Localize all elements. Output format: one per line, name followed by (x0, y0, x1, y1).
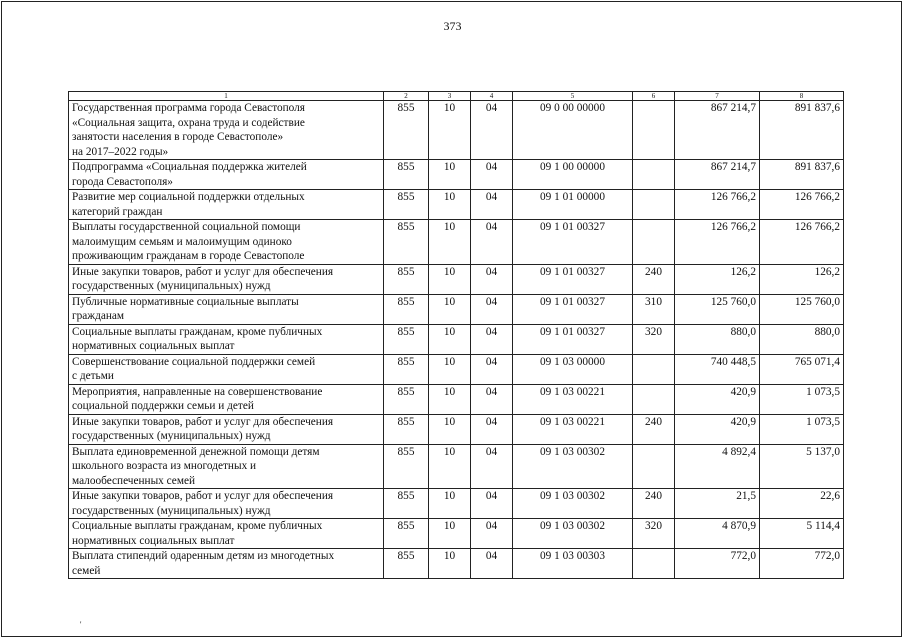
expense-type-code: 240 (633, 414, 675, 444)
table-row (69, 294, 844, 324)
column-number-2: 2 (384, 92, 429, 101)
row-name-line: государственных (муниципальных) нужд (72, 280, 271, 292)
section-code: 10 (429, 414, 471, 444)
subsection-code: 04 (471, 549, 513, 579)
amount-col-8: 891 837,6 (760, 101, 844, 160)
section-code: 10 (429, 354, 471, 384)
row-name-line: с детьми (72, 370, 114, 382)
amount-col-7: 880,0 (675, 324, 760, 354)
row-name-cell (69, 489, 384, 519)
row-name-line: проживающим гражданам в городе Севастополе (72, 250, 305, 262)
subsection-code: 04 (471, 444, 513, 489)
subsection-code: 04 (471, 294, 513, 324)
amount-col-8: 22,6 (760, 489, 844, 519)
target-article-code: 09 1 00 00000 (513, 160, 633, 190)
column-number-5: 5 (513, 92, 633, 101)
amount-col-8: 1 073,5 (760, 414, 844, 444)
row-name-line: социальной поддержки семьи и детей (72, 400, 254, 412)
subsection-code: 04 (471, 324, 513, 354)
amount-col-7: 4 892,4 (675, 444, 760, 489)
amount-col-8: 1 073,5 (760, 384, 844, 414)
target-article-code: 09 0 00 00000 (513, 101, 633, 160)
row-name-line: Выплата единовременной денежной помощи детям (72, 445, 320, 458)
table-row (69, 384, 844, 414)
grbs-code: 855 (384, 354, 429, 384)
expense-type-code (633, 354, 675, 384)
subsection-code: 04 (471, 354, 513, 384)
target-article-code: 09 1 01 00327 (513, 324, 633, 354)
grbs-code: 855 (384, 294, 429, 324)
section-code: 10 (429, 444, 471, 489)
target-article-code: 09 1 01 00327 (513, 220, 633, 265)
section-code: 10 (429, 220, 471, 265)
row-name-line: государственных (муниципальных) нужд (72, 430, 271, 442)
section-code: 10 (429, 101, 471, 160)
row-name-line: школьного возраста из многодетных и (72, 460, 257, 472)
subsection-code: 04 (471, 101, 513, 160)
column-number-7: 7 (675, 92, 760, 101)
expense-type-code (633, 190, 675, 220)
grbs-code: 855 (384, 220, 429, 265)
subsection-code: 04 (471, 414, 513, 444)
amount-col-7: 126 766,2 (675, 220, 760, 265)
row-name-line: Выплаты государственной социальной помощи (72, 221, 301, 233)
table-row (69, 264, 844, 294)
section-code: 10 (429, 549, 471, 579)
table-row (69, 101, 844, 160)
page-number: 373 (443, 19, 462, 33)
table-row (69, 190, 844, 220)
expense-type-code: 240 (633, 264, 675, 294)
expense-type-code (633, 101, 675, 160)
grbs-code: 855 (384, 414, 429, 444)
subsection-code: 04 (471, 264, 513, 294)
row-name-line: малоимущим семьям и малоимущим одиноко (72, 235, 292, 248)
row-name-line: Иные закупки товаров, работ и услуг для обеспечения (72, 490, 334, 502)
amount-col-7: 772,0 (675, 549, 760, 579)
grbs-code: 855 (384, 324, 429, 354)
amount-col-8: 5 137,0 (760, 444, 844, 489)
row-name-line: Социальные выплаты гражданам, кроме публичных (72, 325, 323, 338)
expense-type-code (633, 444, 675, 489)
table-row (69, 519, 844, 549)
expense-type-code (633, 549, 675, 579)
grbs-code: 855 (384, 101, 429, 160)
row-name-cell (69, 160, 384, 190)
row-name-line: Подпрограмма «Социальная поддержка жителей (72, 161, 307, 173)
subsection-code: 04 (471, 519, 513, 549)
grbs-code: 855 (384, 549, 429, 579)
amount-col-7: 125 760,0 (675, 294, 760, 324)
section-code: 10 (429, 294, 471, 324)
row-name-line: малообеспеченных семей (72, 474, 196, 487)
amount-col-8: 891 837,6 (760, 160, 844, 190)
amount-col-7: 420,9 (675, 384, 760, 414)
grbs-code: 855 (384, 519, 429, 549)
target-article-code: 09 1 03 00302 (513, 489, 633, 519)
amount-col-8: 772,0 (760, 549, 844, 579)
table-row (69, 324, 844, 354)
row-name-line: нормативных социальных выплат (72, 340, 235, 352)
section-code: 10 (429, 160, 471, 190)
row-name-line: Мероприятия, направленные на совершенствование (72, 385, 323, 398)
row-name-line: Социальные выплаты гражданам, кроме публичных (72, 520, 323, 532)
amount-col-8: 126,2 (760, 264, 844, 294)
amount-col-7: 867 214,7 (675, 160, 760, 190)
budget-table (68, 91, 844, 579)
table-row (69, 489, 844, 519)
column-number-8: 8 (760, 92, 844, 101)
expense-type-code: 310 (633, 294, 675, 324)
target-article-code: 09 1 01 00327 (513, 264, 633, 294)
row-name-cell (69, 354, 384, 384)
column-number-1: 1 (69, 92, 384, 101)
amount-col-7: 420,9 (675, 414, 760, 444)
row-name-cell (69, 414, 384, 444)
expense-type-code (633, 384, 675, 414)
row-name-line: занятости населения в городе Севастополе» (72, 131, 284, 143)
row-name-cell (69, 101, 384, 160)
target-article-code: 09 1 01 00000 (513, 190, 633, 220)
amount-col-7: 126,2 (675, 264, 760, 294)
section-code: 10 (429, 324, 471, 354)
row-name-line: Иные закупки товаров, работ и услуг для обеспечения (72, 265, 334, 278)
row-name-line: государственных (муниципальных) нужд (72, 504, 271, 517)
target-article-code: 09 1 03 00221 (513, 384, 633, 414)
amount-col-8: 126 766,2 (760, 190, 844, 220)
grbs-code: 855 (384, 264, 429, 294)
row-name-line: Совершенствование социальной поддержки семей (72, 355, 316, 368)
target-article-code: 09 1 03 00000 (513, 354, 633, 384)
amount-col-7: 126 766,2 (675, 190, 760, 220)
amount-col-7: 21,5 (675, 489, 760, 519)
grbs-code: 855 (384, 489, 429, 519)
row-name-line: категорий граждан (72, 205, 163, 218)
scan-mark: ' (80, 620, 82, 629)
expense-type-code: 320 (633, 519, 675, 549)
row-name-line: гражданам (72, 310, 125, 322)
target-article-code: 09 1 01 00327 (513, 294, 633, 324)
amount-col-8: 126 766,2 (760, 220, 844, 265)
amount-col-7: 4 870,9 (675, 519, 760, 549)
amount-col-8: 765 071,4 (760, 354, 844, 384)
target-article-code: 09 1 03 00221 (513, 414, 633, 444)
target-article-code: 09 1 03 00302 (513, 444, 633, 489)
row-name-cell (69, 549, 384, 579)
grbs-code: 855 (384, 190, 429, 220)
amount-col-8: 125 760,0 (760, 294, 844, 324)
subsection-code: 04 (471, 220, 513, 265)
expense-type-code: 320 (633, 324, 675, 354)
column-number-6: 6 (633, 92, 675, 101)
table-row (69, 549, 844, 579)
row-name-cell (69, 220, 384, 265)
row-name-line: города Севастополя» (72, 175, 173, 188)
section-code: 10 (429, 489, 471, 519)
row-name-line: нормативных социальных выплат (72, 534, 235, 547)
row-name-cell (69, 264, 384, 294)
row-name-line: Развитие мер социальной поддержки отдельных (72, 191, 305, 203)
row-name-cell (69, 444, 384, 489)
row-name-line: Государственная программа города Севастополя (72, 102, 306, 114)
table-row (69, 414, 844, 444)
column-number-3: 3 (429, 92, 471, 101)
expense-type-code: 240 (633, 489, 675, 519)
expense-type-code (633, 220, 675, 265)
row-name-cell (69, 519, 384, 549)
row-name-line: Выплата стипендий одаренным детям из многодетных (72, 550, 335, 562)
amount-col-8: 880,0 (760, 324, 844, 354)
row-name-cell (69, 294, 384, 324)
section-code: 10 (429, 384, 471, 414)
row-name-line: Публичные нормативные социальные выплаты (72, 295, 299, 308)
subsection-code: 04 (471, 384, 513, 414)
table-row (69, 220, 844, 265)
subsection-code: 04 (471, 160, 513, 190)
target-article-code: 09 1 03 00302 (513, 519, 633, 549)
section-code: 10 (429, 190, 471, 220)
amount-col-7: 740 448,5 (675, 354, 760, 384)
row-name-cell (69, 384, 384, 414)
row-name-line: семей (72, 564, 101, 577)
row-name-cell (69, 190, 384, 220)
row-name-line: «Социальная защита, охрана труда и содействие (72, 116, 305, 129)
row-name-line: на 2017–2022 годы» (72, 145, 169, 158)
row-name-cell (69, 324, 384, 354)
amount-col-7: 867 214,7 (675, 101, 760, 160)
section-code: 10 (429, 264, 471, 294)
target-article-code: 09 1 03 00303 (513, 549, 633, 579)
table-row (69, 160, 844, 190)
table-row (69, 444, 844, 489)
table-header-row (69, 92, 844, 101)
column-number-4: 4 (471, 92, 513, 101)
amount-col-8: 5 114,4 (760, 519, 844, 549)
grbs-code: 855 (384, 384, 429, 414)
table-row (69, 354, 844, 384)
row-name-line: Иные закупки товаров, работ и услуг для обеспечения (72, 415, 334, 428)
subsection-code: 04 (471, 190, 513, 220)
expense-type-code (633, 160, 675, 190)
grbs-code: 855 (384, 444, 429, 489)
grbs-code: 855 (384, 160, 429, 190)
subsection-code: 04 (471, 489, 513, 519)
section-code: 10 (429, 519, 471, 549)
